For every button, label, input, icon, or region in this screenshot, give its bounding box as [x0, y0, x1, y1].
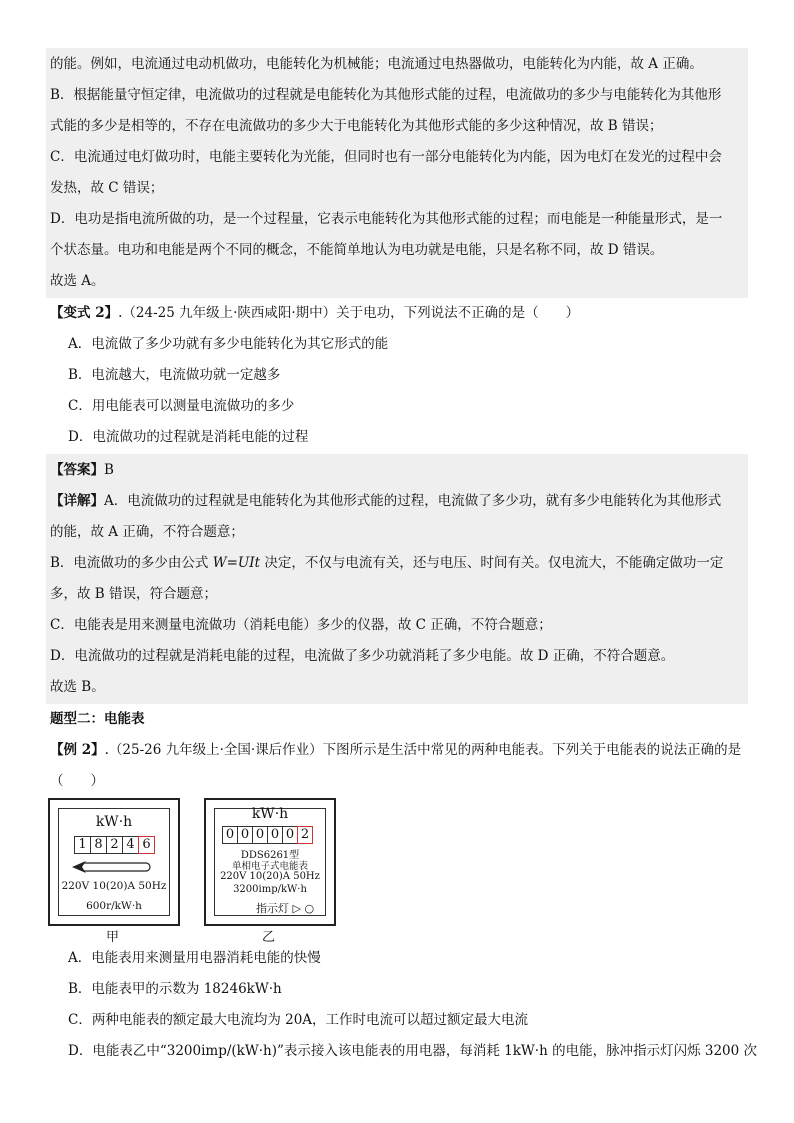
- answer2-answer: [46, 455, 752, 486]
- meter-b-caption: 乙: [262, 930, 276, 945]
- meter-a-caption: 甲: [106, 930, 120, 945]
- meter-b-digit: 0: [222, 826, 238, 844]
- answer2-detail-2: 的能，故 A 正确，不符合题意；: [50, 524, 244, 540]
- variant2-stem-text: .（24-25 九年级上·陕西咸阳·期中）关于电功，下列说法不正确的是（ ）: [118, 305, 580, 321]
- meter-b-rate: 3200imp/kW·h: [233, 884, 307, 895]
- answer1-line-1: 的能。例如，电流通过电动机做功，电能转化为机械能；电流通过电热器做功，电能转化为内能，故 A 正确。: [50, 56, 703, 72]
- meter-a-digit-red: 6: [138, 836, 155, 854]
- meter-a-digit: 2: [106, 836, 123, 854]
- meter-a-digits: [74, 836, 154, 854]
- variant2-option-a: A．电流做了多少功就有多少电能转化为其它形式的能: [68, 336, 389, 352]
- meter-b-desc: 单相电子式电能表: [231, 861, 308, 872]
- detail-line-1: A．电流做功的过程就是电能转化为其他形式能的过程，电流做了多少功，就有多少电能转化为其他形式: [104, 493, 722, 509]
- answer1-line-8: 故选 A。: [50, 273, 105, 289]
- example2-option-b: B．电能表甲的示数为 18246kW·h: [68, 981, 282, 997]
- variant2-option-d: D．电流做功的过程就是消耗电能的过程: [68, 429, 309, 445]
- answer1-line-6: D．电功是指电流所做的功，是一个过程量，它表示电能转化为其他形式能的过程；而电能是一种能量形式，是一: [50, 211, 723, 227]
- answer2-detail-4: 多，故 B 错误，符合题意；: [50, 586, 218, 602]
- meter-b: [204, 798, 336, 926]
- meter-a-rate: 600r/kW·h: [86, 900, 142, 912]
- meter-a-digit: 8: [90, 836, 107, 854]
- meter-b-digits: [222, 826, 312, 844]
- example2-option-a: A．电能表用来测量用电器消耗电能的快慢: [68, 950, 321, 966]
- answer2-detail-3: [46, 548, 752, 579]
- example2-paren: （ ）: [50, 773, 104, 789]
- variant2-option-b: B．电流越大，电流做功就一定越多: [68, 367, 281, 383]
- detail-line-3a: B．电流做功的多少由公式: [50, 555, 213, 571]
- example2-stem: [46, 735, 752, 766]
- meter-b-digit: 0: [237, 826, 253, 844]
- variant2-tag: 【变式 2】: [50, 305, 119, 321]
- answer2-detail-5: C．电能表是用来测量电流做功（消耗电能）多少的仪器，故 C 正确，不符合题意；: [50, 617, 552, 633]
- answer1-line-2: B．根据能量守恒定律，电流做功的过程就是电能转化为其他形式能的过程，电流做功的多少与电能转化为其他形: [50, 87, 722, 103]
- section-heading: 题型二：电能表: [50, 711, 145, 727]
- meter-b-unit: kW·h: [251, 806, 289, 822]
- answer1-line-7: 个状态量。电功和电能是两个不同的概念，不能简单地认为电功就是电能，只是名称不同，故 D 错误。: [50, 242, 664, 258]
- answer-value: B: [104, 462, 114, 478]
- meter-b-light-text: 指示灯: [256, 902, 289, 915]
- play-triangle-icon: ▷: [292, 902, 301, 915]
- meter-b-digit: 0: [252, 826, 268, 844]
- detail-line-3b: 决定，不仅与电流有关，还与电压、时间有关。仅电流大，不能确定做功一定: [260, 555, 724, 571]
- answer1-line-4: C．电流通过电灯做功时，电能主要转化为光能，但同时也有一部分电能转化为内能，因为电灯在发光的过程中会: [50, 149, 722, 165]
- example2-option-c: C．两种电能表的额定最大电流均为 20A，工作时电流可以超过额定最大电流: [68, 1012, 529, 1028]
- example2-tag: 【例 2】: [50, 742, 105, 758]
- meter-a-spec: 220V 10(20)A 50Hz: [61, 880, 167, 892]
- meter-b-light-label: [256, 900, 314, 916]
- meter-b-digit: 0: [267, 826, 283, 844]
- meter-b-digit-red: 2: [297, 826, 313, 844]
- meter-b-model: DDS6261型: [240, 850, 300, 861]
- meter-a-digit: 4: [122, 836, 139, 854]
- formula: W=UIt: [212, 555, 261, 571]
- detail-tag: 【详解】: [50, 493, 104, 509]
- example2-option-d: D．电能表乙中“3200imp/(kW·h)”表示接入该电能表的用电器，每消耗 1kW·h 的电能，脉冲指示灯闪烁 3200 次: [68, 1043, 758, 1059]
- indicator-circle-icon: ○: [304, 902, 315, 915]
- answer-tag: 【答案】: [50, 462, 104, 478]
- variant2-option-c: C．用电能表可以测量电流做功的多少: [68, 398, 295, 414]
- meter-a-digit: 1: [74, 836, 91, 854]
- variant2-stem: [46, 298, 752, 329]
- example2-stem-text: .（25-26 九年级上·全国·课后作业）下图所示是生活中常见的两种电能表。下列关于电能表的说法正确的是: [104, 742, 742, 758]
- rotating-disc-icon: [72, 860, 156, 874]
- answer2-detail-1: [46, 486, 752, 517]
- meter-b-digit: 0: [282, 826, 298, 844]
- meter-a: [48, 798, 180, 926]
- answer2-detail-7: 故选 B。: [50, 679, 105, 695]
- answer1-line-3: 式能的多少是相等的，不存在电流做功的多少大于电能转化为其他形式能的多少这种情况，故 B 错误；: [50, 118, 663, 134]
- answer2-detail-6: D．电流做功的过程就是消耗电能的过程，电流做了多少功就消耗了多少电能。故 D 正确，不符合题意。: [50, 648, 675, 664]
- meter-b-spec: 220V 10(20)A 50Hz: [220, 871, 320, 882]
- answer1-line-5: 发热，故 C 错误；: [50, 180, 164, 196]
- meter-a-unit: kW·h: [95, 814, 133, 830]
